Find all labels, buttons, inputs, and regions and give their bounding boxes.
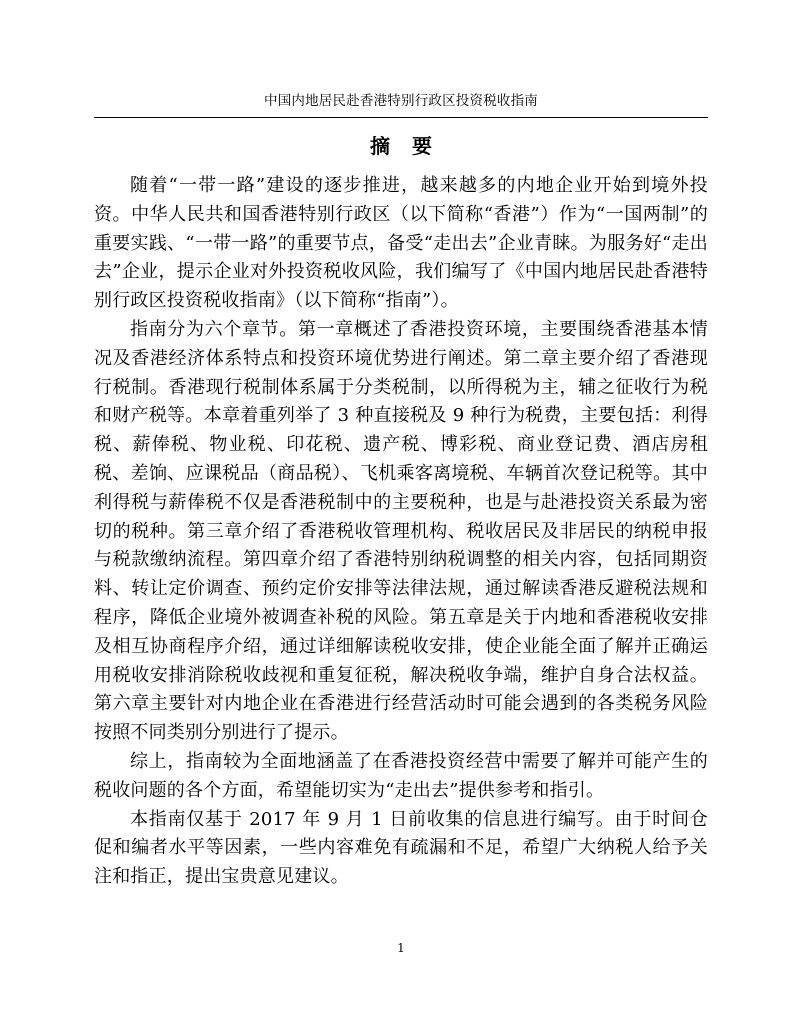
paragraph-disclaimer: 本指南仅基于 2017 年 9 月 1 日前收集的信息进行编写。由于时间仓促和编者水平等因素，一些内容难免有疏漏和不足，希望广大纳税人给予关注和指正，提出宝贵意见建议。 — [94, 808, 708, 888]
header-rule — [94, 117, 708, 118]
paragraph-chapters: 指南分为六个章节。第一章概述了香港投资环境，主要围绕香港基本情况及香港经济体系特点和投资环境优势进行阐述。第二章主要介绍了香港现行税制。香港现行税制体系属于分类税制，以所得税为主，辅之征收行为税和财产税等。本章着重列举了 3 种直接税及 9 种行为税费，主要包括：利得税、薪俸税、物业税、印花税、遗产税、博彩税、商业登记费、酒店房租税、差饷、应课税品（商品税）、飞机乘客离境税、车辆首次登记税等。其中利得税与薪俸税不仅是香港税制中的主要税种，也是与赴港投资关系最为密切的税种。第三章介绍了香港税收管理机构、税收居民及非居民的纳税申报与税款缴纳流程。第四章介绍了香港特别纳税调整的相关内容，包括同期资料、转让定价调查、预约定价安排等法律法规，通过解读香港反避税法规和程序，降低企业境外被调查补税的风险。第五章是关于内地和香港税收安排及相互协商程序介绍，通过详细解读税收安排，使企业能全面了解并正确运用税收安排消除税收歧视和重复征税，解决税收争端，维护自身合法权益。第六章主要针对内地企业在香港进行经营活动时可能会遇到的各类税务风险按照不同类别分别进行了提示。 — [94, 318, 708, 744]
page-title: 摘要 — [370, 134, 454, 159]
abstract-body — [94, 172, 708, 892]
paragraph-summary: 综上，指南较为全面地涵盖了在香港投资经营中需要了解并可能产生的税收问题的各个方面，希望能切实为“走出去”提供参考和指引。 — [94, 750, 708, 801]
page-number: 1 — [397, 941, 405, 955]
paragraph-intro: 随着“一带一路”建设的逐步推进，越来越多的内地企业开始到境外投资。中华人民共和国香港特别行政区（以下简称“香港”）作为“一国两制”的重要实践、“一带一路”的重要节点，备受“走出去”企业青睐。为服务好“走出去”企业，提示企业对外投资税收风险，我们编写了《中国内地居民赴香港特别行政区投资税收指南》（以下简称“指南”）。 — [94, 175, 708, 312]
running-header: 中国内地居民赴香港特别行政区投资税收指南 — [264, 93, 538, 109]
